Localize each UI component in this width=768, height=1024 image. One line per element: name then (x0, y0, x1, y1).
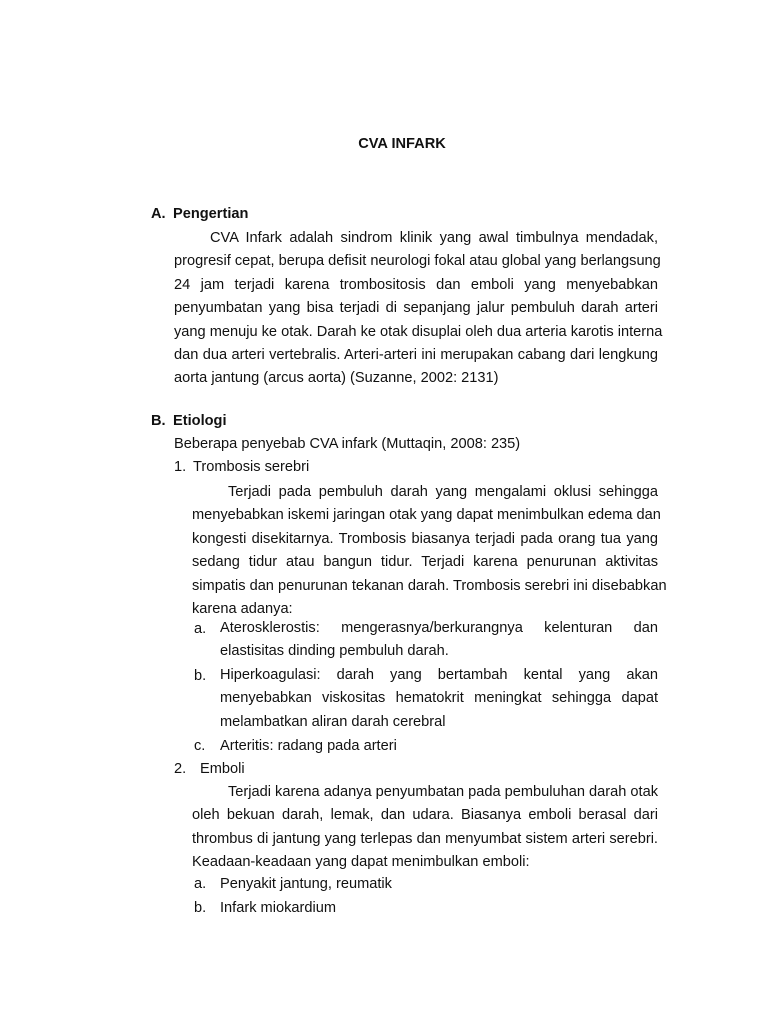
section-title: Pengertian (173, 206, 249, 222)
page-title: CVA INFARK (358, 136, 446, 152)
subitem-penyakit-jantung: Penyakit jantung, reumatik (220, 876, 392, 892)
paragraph-line: 24 jam terjadi karena trombositosis dan emboli yang menyebabkan (174, 276, 658, 293)
section-heading-pengertian (151, 206, 248, 222)
section-letter: A. (151, 206, 166, 222)
etiologi-intro: Beberapa penyebab CVA infark (Muttaqin, 2008: 235) (174, 436, 521, 452)
paragraph-line: Terjadi karena adanya penyumbatan pada pembuluhan darah otak (228, 784, 659, 800)
list-item-label: Trombosis serebri (193, 459, 310, 475)
paragraph-line: penyumbatan yang bisa terjadi di sepanjang jalur pembuluh darah arteri (174, 300, 658, 317)
paragraph-line: dan dua arteri vertebralis. Arteri-arteri ini merupakan cabang dari lengkung (174, 346, 658, 363)
paragraph-line: simpatis dan penurunan tekanan darah. Trombosis serebri ini disebabkan (192, 577, 667, 594)
paragraph-line: menyebabkan iskemi jaringan otak yang dapat menimbulkan edema dan (192, 507, 661, 524)
subitem-letter-a: a. (194, 621, 207, 637)
section-title: Etiologi (173, 413, 227, 429)
paragraph-line: Aterosklerostis: mengerasnya/berkurangnya kelenturan dan (220, 620, 658, 636)
paragraph-line: sedang tidur atau bangun tidur. Terjadi karena penurunan aktivitas (192, 554, 658, 571)
subitem-letter-a: a. (194, 876, 207, 892)
paragraph-line: yang menuju ke otak. Darah ke otak disuplai oleh dua arteria karotis interna (174, 323, 663, 340)
subitem-arteritis: Arteritis: radang pada arteri (220, 738, 397, 754)
subitem-aterosklerostis (220, 617, 658, 664)
section-letter: B. (151, 413, 166, 429)
section-heading-etiologi (151, 413, 227, 429)
paragraph-line: Keadaan-keadaan yang dapat menimbulkan emboli: (192, 854, 530, 871)
paragraph-line: aorta jantung (arcus aorta) (Suzanne, 2002: 2131) (174, 370, 499, 387)
subitem-infark-miokardium: Infark miokardium (220, 900, 336, 916)
subitem-letter-b: b. (194, 900, 207, 916)
paragraph-line: progresif cepat, berupa defisit neurologi fokal atau global yang berlangsung (174, 253, 661, 270)
paragraph-line: karena adanya: (192, 600, 293, 617)
paragraph-trombosis (192, 481, 667, 621)
subitem-hiperkoagulasi (220, 664, 658, 734)
list-item-emboli (174, 761, 245, 777)
list-number: 1. (174, 459, 187, 475)
paragraph-line: melambatkan aliran darah cerebral (220, 713, 446, 730)
paragraph-line: Terjadi pada pembuluh darah yang mengalami oklusi sehingga (228, 484, 658, 500)
paragraph-line: menyebabkan viskositas hematokrit meningkat sehingga dapat (220, 690, 658, 707)
paragraph-line: oleh bekuan darah, lemak, dan udara. Biasanya emboli berasal dari (192, 807, 658, 824)
paragraph-line: Hiperkoagulasi: darah yang bertambah kental yang akan (220, 667, 658, 683)
subitem-letter-c: c. (194, 738, 206, 754)
list-item-trombosis (174, 459, 309, 475)
paragraph-emboli (192, 781, 658, 875)
paragraph-pengertian (174, 227, 663, 391)
paragraph-line: kongesti disekitarnya. Trombosis biasanya terjadi pada orang tua yang (192, 530, 658, 547)
paragraph-line: CVA Infark adalah sindrom klinik yang awal timbulnya mendadak, (210, 230, 658, 246)
list-number: 2. (174, 761, 187, 777)
subitem-letter-b: b. (194, 668, 207, 684)
list-item-label: Emboli (200, 761, 245, 777)
paragraph-line: elastisitas dinding pembuluh darah. (220, 643, 449, 660)
paragraph-line: thrombus di jantung yang terlepas dan menyumbat sistem arteri serebri. (192, 830, 658, 847)
